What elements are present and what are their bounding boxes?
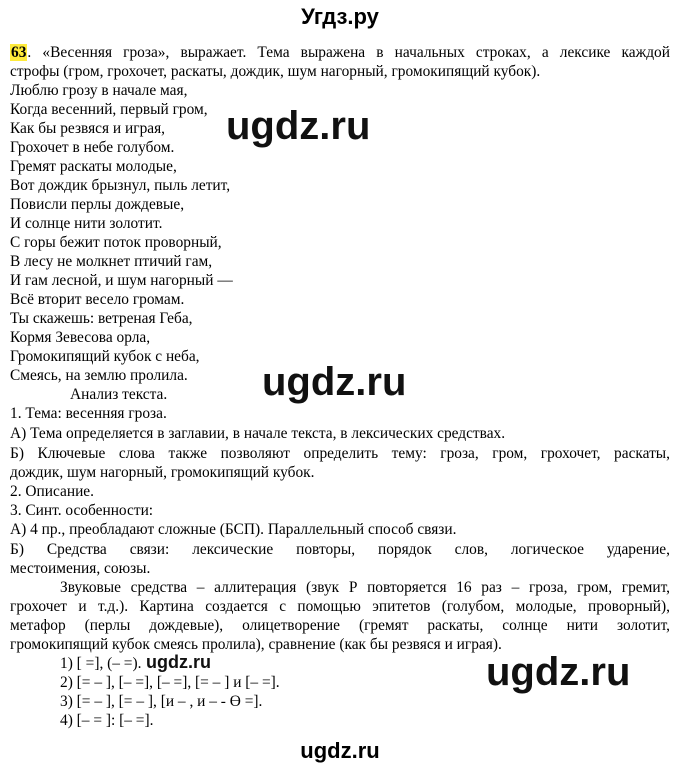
poem-line: Люблю грозу в начале мая, [10,82,188,99]
poem-line: И гам лесной, и шум нагорный — [10,272,233,289]
scheme-line: 3) [= – ], [= – ], [и – , и – - Ө =]. [60,693,263,710]
intro-line-1 [10,43,670,62]
watermark: ugdz.ru [486,650,631,694]
scheme-line: 2) [= – ], [– =], [– =], [= – ] и [– =]. [60,674,280,691]
poem-line: Кормя Зевесова орла, [10,329,151,346]
watermark: ugdz.ru [146,652,211,672]
analysis-line: дождик, шум нагорный, громокипящий кубок. [10,464,315,481]
analysis-line: 3. Синт. особенности: [10,502,154,519]
analysis-line: Б) Средства связи: лексические повторы, порядок слов, логическое ударение, [10,541,670,558]
scheme-line: 4) [– = ]: [– =]. [60,712,154,729]
poem-line: С горы бежит поток проворный, [10,234,222,251]
scheme-line: 1) [ =], (– =). [60,655,142,672]
poem-line: Смеясь, на землю пролила. [10,367,188,384]
intro-text: . «Весенняя гроза», выражает. Тема выражена в начальных строках, а лексике каждой [27,44,670,61]
poem-line: Всё вторит весело громам. [10,291,185,308]
exercise-number: 63 [11,44,27,61]
analysis-line: 1. Тема: весенняя гроза. [10,405,167,422]
analysis-line: 2. Описание. [10,483,94,500]
poem-line: Повисли перлы дождевые, [10,196,185,213]
poem-line: Вот дождик брызнул, пыль летит, [10,177,231,194]
sound-paragraph-line: Звуковые средства – аллитерация (звук Р повторяется 16 раз – гроза, гром, гремит, [60,579,670,596]
watermark: ugdz.ru [262,360,407,404]
intro-line-2: строфы (гром, грохочет, раскаты, дождик, шум нагорный, громокипящий кубок). [10,63,541,80]
poem-line: Как бы резвяся и играя, [10,120,166,137]
sound-paragraph-line: грохочет и т.д.). Картина создается с помощью эпитетов (голубом, молодые, проворный), [10,598,670,615]
analysis-title: Анализ текста. [70,386,168,403]
poem-line: В лесу не молкнет птичий гам, [10,253,213,270]
poem-line: Громокипящий кубок с неба, [10,348,200,365]
poem-line: Грохочет в небе голубом. [10,139,175,156]
analysis-line: местоимения, союзы. [10,560,151,577]
poem-line: Ты скажешь: ветреная Геба, [10,310,193,327]
analysis-line: Б) Ключевые слова также позволяют определить тему: гроза, гром, грохочет, раскаты, [10,445,670,462]
analysis-line: А) 4 пр., преобладают сложные (БСП). Параллельный способ связи. [10,521,457,538]
sound-paragraph-line: громокипящий кубок смеясь пролила), сравнение (как бы резвяся и играя). [10,636,502,653]
poem-line: Когда весенний, первый гром, [10,101,208,118]
poem-line: Гремят раскаты молодые, [10,158,177,175]
analysis-line: А) Тема определяется в заглавии, в начале текста, в лексических средствах. [10,425,506,442]
poem-line: И солнце нити золотит. [10,215,163,232]
sound-paragraph-line: метафор (перлы дождевые), олицетворение (гремят раскаты, солнце нити золотит, [10,617,670,634]
footer-watermark[interactable]: ugdz.ru [300,738,380,763]
watermark: ugdz.ru [226,104,371,148]
site-title[interactable]: Угдз.ру [301,4,379,29]
